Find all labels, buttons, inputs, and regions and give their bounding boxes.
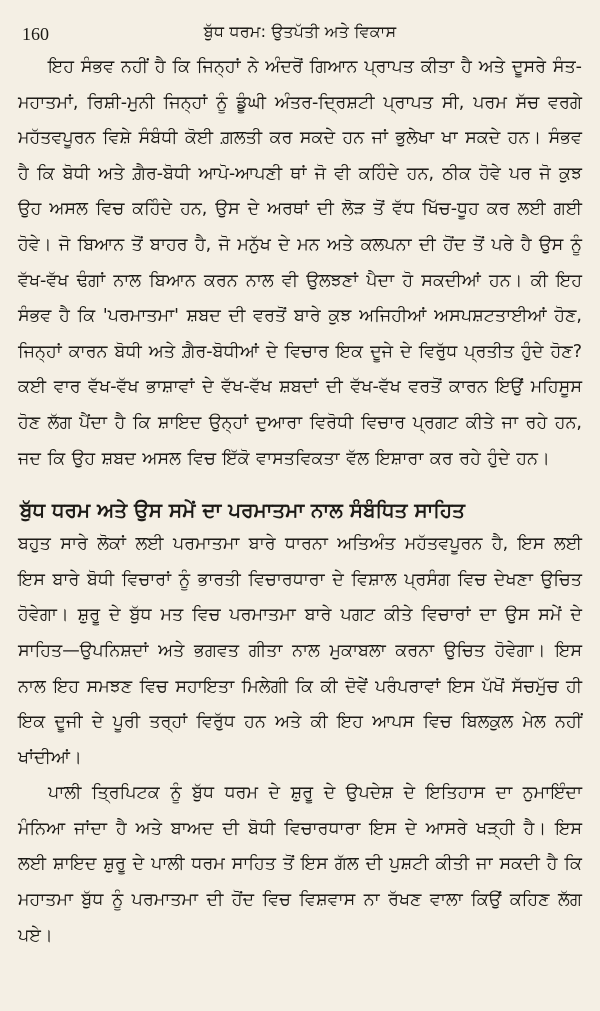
page-number: 160 <box>22 24 49 44</box>
body-paragraph-3: ਪਾਲੀ ਤ੍ਰਿਪਿਟਕ ਨੂੰ ਬੁੱਧ ਧਰਮ ਦੇ ਸ਼ੁਰੂ ਦੇ ਉਪਦੇਸ਼ ਦੇ ਇਤਿਹਾਸ ਦਾ ਨੁਮਾਇੰਦਾ ਮੰਨਿਆ ਜਾਂਦਾ ਹੈ ਅਤੇ ਬਾਅਦ ਦੀ ਬੋਧੀ ਵਿਚਾਰਧਾਰਾ ਇਸ ਦੇ ਆਸਰੇ ਖੜ੍ਹੀ ਹੈ। ਇਸ ਲਈ ਸ਼ਾਇਦ ਸ਼ੁਰੂ ਦੇ ਪਾਲੀ ਧਰਮ ਸਾਹਿਤ ਤੋਂ ਇਸ ਗੱਲ ਦੀ ਪੁਸ਼ਟੀ ਕੀਤੀ ਜਾ ਸਕਦੀ ਹੈ ਕਿ ਮਹਾਤਮਾ ਬੁੱਧ ਨੂੰ ਪਰਮਾਤਮਾ ਦੀ ਹੋਂਦ ਵਿਚ ਵਿਸ਼ਵਾਸ ਨਾ ਰੱਖਣ ਵਾਲਾ ਕਿਉਂ ਕਹਿਣ ਲੱਗ ਪਏ। <box>18 783 582 946</box>
body-paragraph-1: ਇਹ ਸੰਭਵ ਨਹੀਂ ਹੈ ਕਿ ਜਿਨ੍ਹਾਂ ਨੇ ਅੰਦਰੋਂ ਗਿਆਨ ਪ੍ਰਾਪਤ ਕੀਤਾ ਹੈ ਅਤੇ ਦੂਸਰੇ ਸੰਤ-ਮਹਾਤਮਾਂ, ਰਿਸ਼ੀ-ਮੁਨੀ ਜਿਨ੍ਹਾਂ ਨੂੰ ਡੂੰਘੀ ਅੰਤਰ-ਦ੍ਰਿਸ਼ਟੀ ਪ੍ਰਾਪਤ ਸੀ, ਪਰਮ ਸੱਚ ਵਰਗੇ ਮਹੱਤਵਪੂਰਨ ਵਿਸ਼ੇ ਸੰਬੰਧੀ ਕੋਈ ਗ਼ਲਤੀ ਕਰ ਸਕਦੇ ਹਨ ਜਾਂ ਭੁਲੇਖਾ ਖਾ ਸਕਦੇ ਹਨ। ਸੰਭਵ ਹੈ ਕਿ ਬੋਧੀ ਅਤੇ ਗ਼ੈਰ-ਬੋਧੀ ਆਪੋ-ਆਪਣੀ ਥਾਂ ਜੋ ਵੀ ਕਹਿੰਦੇ ਹਨ, ਠੀਕ ਹੋਵੇ ਪਰ ਜੋ ਕੁਝ ਉਹ ਅਸਲ ਵਿਚ ਕਹਿੰਦੇ ਹਨ, ਉਸ ਦੇ ਅਰਥਾਂ ਦੀ ਲੋੜ ਤੋਂ ਵੱਧ ਖਿੱਚ-ਧੂਹ ਕਰ ਲਈ ਗਈ ਹੋਵੇ। ਜੋ ਬਿਆਨ ਤੋਂ ਬਾਹਰ ਹੈ, ਜੋ ਮਨੁੱਖ ਦੇ ਮਨ ਅਤੇ ਕਲਪਨਾ ਦੀ ਹੋਂਦ ਤੋਂ ਪਰੇ ਹੈ ਉਸ ਨੂੰ ਵੱਖ-ਵੱਖ ਢੰਗਾਂ ਨਾਲ ਬਿਆਨ ਕਰਨ ਨਾਲ ਵੀ ਉਲਝਣਾਂ ਪੈਦਾ ਹੋ ਸਕਦੀਆਂ ਹਨ। ਕੀ ਇਹ ਸੰਭਵ ਹੈ ਕਿ 'ਪਰਮਾਤਮਾ' ਸ਼ਬਦ ਦੀ ਵਰਤੋਂ ਬਾਰੇ ਕੁਝ ਅਜਿਹੀਆਂ ਅਸਪਸ਼ਟਤਾਈਆਂ ਹੋਣ, ਜਿਨ੍ਹਾਂ ਕਾਰਨ ਬੋਧੀ ਅਤੇ ਗ਼ੈਰ-ਬੋਧੀਆਂ ਦੇ ਵਿਚਾਰ ਇਕ ਦੂਜੇ ਦੇ ਵਿਰੁੱਧ ਪ੍ਰਤੀਤ ਹੁੰਦੇ ਹੋਣ? ਕਈ ਵਾਰ ਵੱਖ-ਵੱਖ ਭਾਸ਼ਾਵਾਂ ਦੇ ਵੱਖ-ਵੱਖ ਸ਼ਬਦਾਂ ਦੀ ਵੱਖ-ਵੱਖ ਵਰਤੋਂ ਕਾਰਨ ਇਉਂ ਮਹਿਸੂਸ ਹੋਣ ਲੱਗ ਪੈਂਦਾ ਹੈ ਕਿ ਸ਼ਾਇਦ ਉਨ੍ਹਾਂ ਦੁਆਰਾ ਵਿਰੋਧੀ ਵਿਚਾਰ ਪ੍ਰਗਟ ਕੀਤੇ ਜਾ ਰਹੇ ਹਨ, ਜਦ ਕਿ ਉਹ ਸ਼ਬਦ ਅਸਲ ਵਿਚ ਇੱਕੋ ਵਾਸਤਵਿਕਤਾ ਵੱਲ ਇਸ਼ਾਰਾ ਕਰ ਰਹੇ ਹੁੰਦੇ ਹਨ। <box>18 57 582 469</box>
running-header <box>18 16 582 50</box>
running-title: ਬੁੱਧ ਧਰਮ: ਉਤਪੱਤੀ ਅਤੇ ਵਿਕਾਸ <box>203 22 397 41</box>
section-heading: ਬੁੱਧ ਧਰਮ ਅਤੇ ਉਸ ਸਮੇਂ ਦਾ ਪਰਮਾਤਮਾ ਨਾਲ ਸੰਬੰਧਿਤ ਸਾਹਿਤ <box>20 498 465 523</box>
body-paragraph-2: ਬਹੁਤ ਸਾਰੇ ਲੋਕਾਂ ਲਈ ਪਰਮਾਤਮਾ ਬਾਰੇ ਧਾਰਨਾ ਅਤਿਅੰਤ ਮਹੱਤਵਪੂਰਨ ਹੈ, ਇਸ ਲਈ ਇਸ ਬਾਰੇ ਬੋਧੀ ਵਿਚਾਰਾਂ ਨੂੰ ਭਾਰਤੀ ਵਿਚਾਰਧਾਰਾ ਦੇ ਵਿਸ਼ਾਲ ਪ੍ਰਸੰਗ ਵਿਚ ਦੇਖਣਾ ਉਚਿਤ ਹੋਵੇਗਾ। ਸ਼ੁਰੂ ਦੇ ਬੁੱਧ ਮਤ ਵਿਚ ਪਰਮਾਤਮਾ ਬਾਰੇ ਪਗਟ ਕੀਤੇ ਵਿਚਾਰਾਂ ਦਾ ਉਸ ਸਮੇਂ ਦੇ ਸਾਹਿਤ—ਉਪਨਿਸ਼ਦਾਂ ਅਤੇ ਭਗਵਤ ਗੀਤਾ ਨਾਲ ਮੁਕਾਬਲਾ ਕਰਨਾ ਉਚਿਤ ਹੋਵੇਗਾ। ਇਸ ਨਾਲ ਇਹ ਸਮਝਣ ਵਿਚ ਸਹਾਇਤਾ ਮਿਲੇਗੀ ਕਿ ਕੀ ਦੋਵੇਂ ਪਰੰਪਰਾਵਾਂ ਇਸ ਪੱਖੋਂ ਸੱਚਮੁੱਚ ਹੀ ਇਕ ਦੂਜੀ ਦੇ ਪੂਰੀ ਤਰ੍ਹਾਂ ਵਿਰੁੱਧ ਹਨ ਅਤੇ ਕੀ ਇਹ ਆਪਸ ਵਿਚ ਬਿਲਕੁਲ ਮੇਲ ਨਹੀਂ ਖਾਂਦੀਆਂ। <box>18 534 582 768</box>
